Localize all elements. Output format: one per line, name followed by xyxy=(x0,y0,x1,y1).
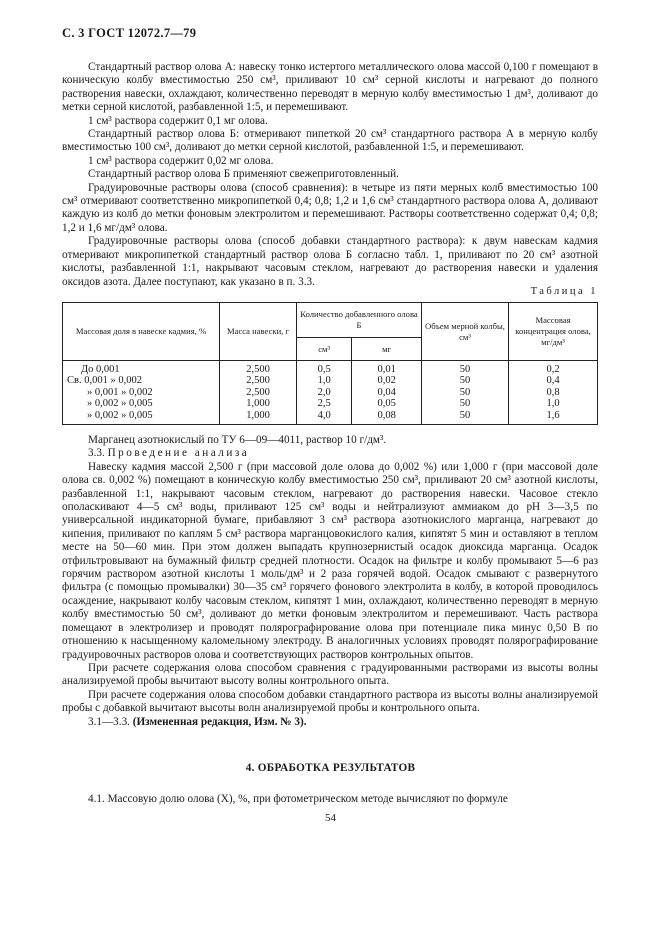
table-cell: 1,000 xyxy=(220,410,297,425)
table-cell: 4,0 xyxy=(297,410,352,425)
amendment-number: 3.1—3.3. xyxy=(88,715,130,728)
subsection-title: Проведение анализа xyxy=(107,447,250,460)
table-cell: 0,01 xyxy=(352,361,422,376)
paragraph: Стандартный раствор олова Б: отмеривают пипеткой 20 см³ стандартного раствора А в мерную колбу вместимостью 100 см³, доливают до метки серной кислотой, разбавленной 1:5, и перемешивают. xyxy=(62,128,598,154)
column-header: Массовая доля в навеске кадмия, % xyxy=(63,303,220,361)
page-number: 54 xyxy=(325,812,336,824)
paragraph: 1 см³ раствора содержит 0,1 мг олова. xyxy=(88,114,268,127)
table-cell: 50 xyxy=(422,375,509,386)
column-subheader: см³ xyxy=(297,338,352,361)
table-cell: 0,05 xyxy=(352,398,422,409)
table-caption: Таблица 1 xyxy=(530,286,598,297)
amendment-note xyxy=(62,716,598,729)
table-cell: 2,500 xyxy=(220,361,297,376)
table-cell: » 0,002 » 0,005 xyxy=(63,398,220,409)
table-cell: 1,0 xyxy=(509,398,598,409)
paragraph: Градуировочные растворы олова (способ добавки стандартного раствора): к двум навескам кадмия отмеривают микропипеткой стандартный раствор олова Б согласно табл. 1, приливают по 20 см³ азотной кислоты, разбавленной 1:1, накрывают часовым стеклом, нагревают до растворения навески и удаления оксидов азота. Далее поступают, как указано в п. 3.3. xyxy=(62,235,598,288)
formula-intro xyxy=(62,793,598,806)
column-header: Масса навески, г xyxy=(220,303,297,361)
table-cell: 2,500 xyxy=(220,387,297,398)
amendment-text: (Измененная редакция, Изм. № 3). xyxy=(132,715,307,728)
paragraph: Стандартный раствор олова А: навеску тонко истертого металлического олова массой 0,100 г помещают в коническую колбу вместимостью 250 см³, приливают 10 см³ серной кислоты и нагревают до полного растворения навески, охлаждают, количественно переводят в мерную колбу вместимостью 1 дм³, доливают до метки серной кислотой, разбавленной 1:5, и перемешивают. xyxy=(62,61,598,114)
table-row xyxy=(63,398,598,409)
table-cell: 0,08 xyxy=(352,410,422,425)
column-header: Объем мерной колбы, см³ xyxy=(422,303,509,361)
subsection-number: 3.3. xyxy=(88,447,105,460)
table-cell: 2,5 xyxy=(297,398,352,409)
paragraph: Марганец азотнокислый по ТУ 6—09—4011, раствор 10 г/дм³. xyxy=(88,434,387,446)
table-cell: 0,5 xyxy=(297,361,352,376)
table-cell: » 0,001 » 0,002 xyxy=(63,387,220,398)
table-cell: 0,4 xyxy=(509,375,598,386)
paragraph: 1 см³ раствора содержит 0,02 мг олова. xyxy=(88,154,274,167)
table-cell: Св. 0,001 » 0,002 xyxy=(63,375,220,386)
table-cell: 0,2 xyxy=(509,361,598,376)
table-cell: 2,0 xyxy=(297,387,352,398)
paragraph: 4.1. Массовую долю олова (X), %, при фотометрическом методе вычисляют по формуле xyxy=(88,793,508,805)
table-cell: 1,0 xyxy=(297,375,352,386)
table-cell: 50 xyxy=(422,410,509,425)
section-title: 4. ОБРАБОТКА РЕЗУЛЬТАТОВ xyxy=(245,762,416,774)
table-row xyxy=(63,361,598,376)
subsection-heading xyxy=(62,447,598,460)
column-header: Количество добавленного олова Б xyxy=(297,303,422,338)
table-cell: 2,500 xyxy=(220,375,297,386)
page-header: С. 3 ГОСТ 12072.7—79 xyxy=(62,26,197,40)
paragraph: Градуировочные растворы олова (способ сравнения): в четыре из пяти мерных колб вместимостью 100 см³ отмеривают соответственно микропипеткой 0,4; 0,8; 1,2 и 1,6 см³ стандартного раствора олова А, доливают каждую из колб до метки фоновым электролитом и перемешивают. Растворы соответственно содержат 0,4; 0,8; 1,2 и 1,6 мг/дм³ олова. xyxy=(62,181,598,234)
top-text-block xyxy=(62,61,598,289)
table-row xyxy=(63,375,598,386)
table-cell: 1,000 xyxy=(220,398,297,409)
table-cell: 0,8 xyxy=(509,387,598,398)
paragraph: Навеску кадмия массой 2,500 г (при массовой доле олова до 0,002 %) или 1,000 г (при массовой доле олова св. 0,002 %) помещают в коническую колбу вместимостью 250 см³, приливают 20 см³ азотной кислоты, разбавленной 1:1, накрывают часовым стеклом, нагревают до растворения навески. Часовое стекло ополаскивают 4—5 см³ воды, приливают 125 см³ воды и нейтрализуют аммиаком до pH 3—3,5 по универсальной индикаторной бумаге, прибавляют 3 см³ раствора азотнокислого марганца, нагревают до кипения, приливают по каплям 5 см³ раствора марганцовокислого калия, кипятят 5 мин и оставляют в теплом месте на 50—60 мин. При этом должен выпадать крупнозернистый осадок диоксида марганца. Осадок отфильтровывают на бумажный фильтр средней плотности. Осадок на фильтре и колбу промывают 5—6 раз горячим раствором азотной кислоты 1 моль/дм³ и 2 раза горячей водой. Осадок смывают с развернутого фильтра (с помощью промывалки) 30—35 см³ горячего фонового электролита в колбу, в которой проводилось осаждение, накрывают колбу часовым стеклом, кипятят 1 мин, охлаждают, количественно переводят в мерную колбу вместимостью 50 см³, доливают до метки фоновым электролитом и перемешивают. Часть раствора помещают в электролизер и проводят полярографирование олова при потенциале пика минус 0,50 В по отношению к насыщенному каломельному электроду. В аналогичных условиях проводят полярографирование градуировочных растворов олова и соответствующих растворов контрольных опытов. xyxy=(62,460,598,661)
paragraph: При расчете содержания олова способом сравнения с градуированными растворами из высоты волны анализируемой пробы вычитают высоту волны контрольного опыта. xyxy=(62,661,598,688)
table-row xyxy=(63,387,598,398)
table-cell: 50 xyxy=(422,361,509,376)
table-cell: 0,04 xyxy=(352,387,422,398)
table-cell: 0,02 xyxy=(352,375,422,386)
table-row xyxy=(63,410,598,425)
table-cell: » 0,002 » 0,005 xyxy=(63,410,220,425)
data-table xyxy=(62,302,598,425)
table-cell: До 0,001 xyxy=(63,361,220,376)
paragraph: Стандартный раствор олова Б применяют свежеприготовленный. xyxy=(88,168,399,181)
table-cell: 50 xyxy=(422,398,509,409)
column-header: Массовая концентрация олова, мг/дм³ xyxy=(509,303,598,361)
column-subheader: мг xyxy=(352,338,422,361)
table-cell: 50 xyxy=(422,387,509,398)
bottom-text-block xyxy=(62,434,598,729)
table-cell: 1,6 xyxy=(509,410,598,425)
paragraph: При расчете содержания олова способом добавки стандартного раствора из высоты волны анализируемой пробы с добавкой вычитают высоты волн анализируемой пробы и контрольного опыта. xyxy=(62,688,598,715)
